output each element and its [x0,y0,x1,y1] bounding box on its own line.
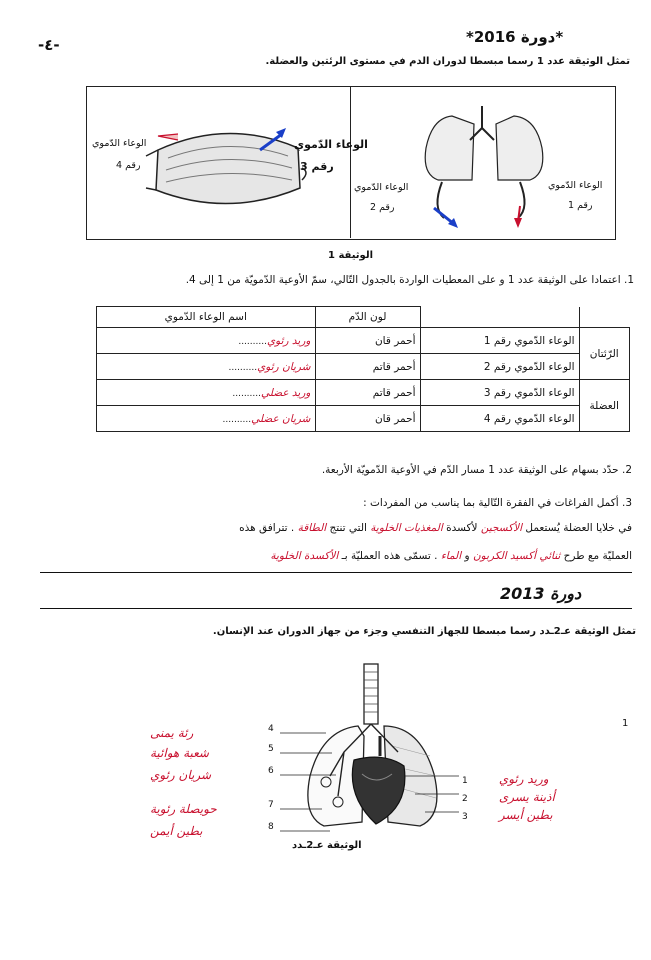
session-title-2013: دورة 2013 [500,584,582,603]
question2-text: 2. حدّد بسهام على الوثيقة عدد 1 مسار الدّم في الأوعية الدّمويّة الأربعة. [321,464,632,476]
answer-cell[interactable] [97,354,316,380]
answer-cell[interactable] [97,380,316,406]
header-color: لون الدّم [315,307,420,328]
answer-text[interactable]: حويصلة رئوية [150,802,217,816]
answer-text: شريان رئوي [257,360,311,373]
label-number: 2 [462,794,468,804]
side-number: 1 [622,718,629,729]
fill-dots: .......... [222,414,252,425]
paragraph-line-2 [40,550,632,562]
answer-text[interactable]: وريد رئوي [498,772,549,786]
right-label-1 [462,768,632,787]
right-label-2 [462,786,632,805]
table-row [97,328,630,354]
color-cell: أحمر قاتم [315,354,420,380]
question3-text: 3. أكمل الفراغات في الفقرة التّالية بما يناسب من المفردات : [363,497,632,509]
answer-text: شريان عضلي [251,412,311,425]
table-row [97,354,630,380]
label-number: 3 [462,812,468,822]
label-vessel-3: الوعاء الدّموي [294,138,368,151]
label-number: 6 [268,766,274,776]
text-segment: . تسمّى هذه العمليّة بـ [341,550,438,562]
label-vessel-2-num: رقم 2 [370,202,395,213]
label-number: 7 [268,800,274,810]
color-cell: أحمر قان [315,406,420,432]
intro-text: تمثل الوثيقة عدد 1 رسما مبسطا لدوران الدم في مستوى الرئتين والعضلة. [265,56,630,67]
text-segment: العمليّة مع طرح [563,550,632,562]
answer-co2[interactable]: ثنائي أكسيد الكربون [472,550,561,562]
answer-cellular-oxidation[interactable]: الأكسدة الخلوية [270,550,339,562]
answer-text[interactable]: شريان رئوي [150,768,212,782]
label-number: 1 [462,776,468,786]
label-number: 4 [268,724,274,734]
figure1-caption: الوثيقة 1 [328,250,374,261]
vessels-table [96,306,630,432]
answer-text[interactable]: بطين أيسر [498,808,553,822]
fill-dots: .......... [228,362,258,373]
answer-energy[interactable]: الطاقة [297,522,327,534]
fill-dots: .......... [232,388,261,399]
answer-text[interactable]: رئة يمنى [150,726,194,740]
vessel-cell: الوعاء الدّموي رقم 2 [420,354,579,380]
header-organ [579,307,630,328]
vessel-cell: الوعاء الدّموي رقم 1 [420,328,579,354]
answer-oxygen[interactable]: الأكسجين [480,522,523,534]
figure1-divider [350,86,351,238]
left-leader-lines [150,728,340,838]
answer-cell[interactable] [97,328,316,354]
label-vessel-1: الوعاء الدّموي [548,180,603,191]
label-number: 8 [268,822,274,832]
answer-water[interactable]: الماء [440,550,462,562]
label-vessel-2: الوعاء الدّموي [354,182,409,193]
vessel-cell: الوعاء الدّموي رقم 4 [420,406,579,432]
question1-text: 1. اعتمادا على الوثيقة عدد 1 و على المعطيات الواردة بالجدول التّالي، سمّ الأوعية الدّمويّة من 1 إلى 4. [185,274,634,286]
paragraph-line-1 [40,522,632,534]
label-vessel-1-num: رقم 1 [568,200,593,211]
answer-text[interactable]: شعبة هوائية [150,746,209,760]
answer-nutrients[interactable]: المغذيات الخلوية [370,522,443,534]
color-cell: أحمر قاتم [315,380,420,406]
text-segment: في خلايا العضلة يُستعمل [525,522,632,534]
header-name: اسم الوعاء الدّموي [97,307,316,328]
answer-text: وريد رئوي [266,334,311,347]
figure2-intro: تمثل الوثيقة عـ2ـدد رسما مبسطا للجهاز التنفسي وجزء من جهاز الدوران عند الإنسان. [212,626,636,637]
text-segment: التي تنتج [329,522,367,534]
right-label-3 [462,804,632,823]
figure2-caption: الوثيقة عـ2ـدد [292,840,362,851]
label-vessel-4-num: رقم 4 [116,160,141,171]
table-header-row [97,307,630,328]
answer-text[interactable]: أذينة يسرى [498,790,555,804]
answer-cell[interactable] [97,406,316,432]
label-vessel-3-num: رقم 3 [300,160,334,173]
label-number: 5 [268,744,274,754]
section-separator [40,572,632,573]
text-segment: . تترافق هذه [239,522,295,534]
section-separator-2 [40,608,632,609]
text-segment: و [464,550,470,562]
answer-text: وريد عضلي [260,386,311,399]
table-row [97,406,630,432]
color-cell: أحمر قان [315,328,420,354]
label-vessel-4: الوعاء الدّموي [92,138,147,149]
organ-lungs: الرّئتان [579,328,630,380]
vessel-cell: الوعاء الدّموي رقم 3 [420,380,579,406]
session-title-2016: *دورة 2016* [466,28,564,46]
header-vessel [420,307,579,328]
page-marker: -٤- [38,36,60,54]
organ-muscle: العضلة [579,380,630,432]
fill-dots: .......... [238,336,267,347]
lungs-drawing [352,88,612,236]
answer-text[interactable]: بطين أيمن [150,824,203,838]
table-row [97,380,630,406]
text-segment: لأكسدة [446,522,478,534]
